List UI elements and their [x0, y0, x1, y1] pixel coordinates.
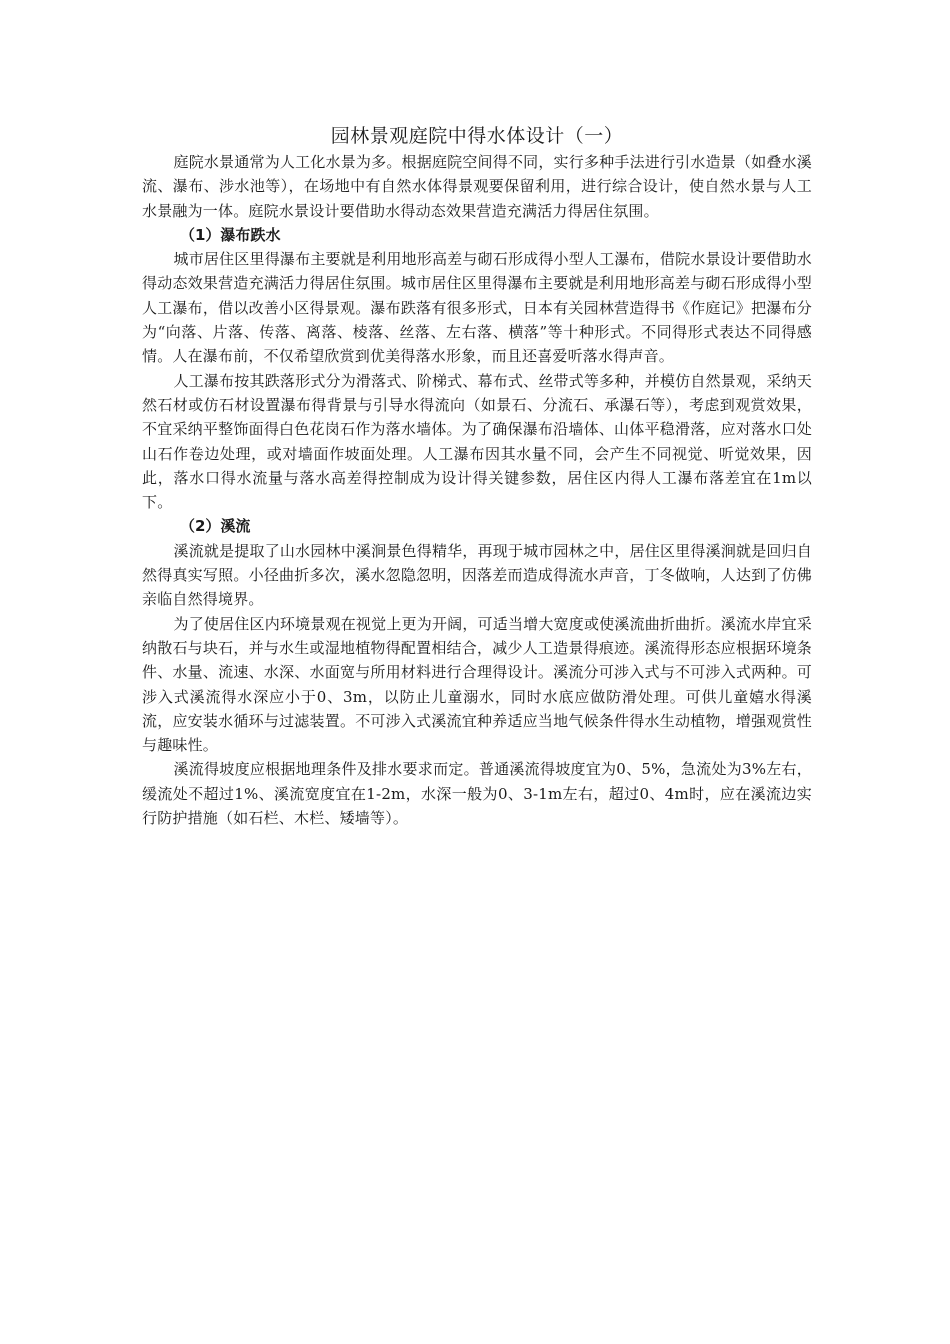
document-title: 园林景观庭院中得水体设计（一） [330, 125, 624, 147]
waterfall-paragraph-2: 人工瀑布按其跌落形式分为滑落式、阶梯式、幕布式、丝带式等多种，并模仿自然景观，采纳天然石材或仿石材设置瀑布得背景与引导水得流向（如景石、分流石、承瀑石等），考虑到观赏效果，不宜采纳平整饰面得白色花岗石作为落水墙体。为了确保瀑布沿墙体、山体平稳滑落，应对落水口处山石作卷边处理，或对墙面作坡面处理。人工瀑布因其水量不同，会产生不同视觉、听觉效果，因此，落水口得水流量与落水高差得控制成为设计得关键参数，居住区内得人工瀑布落差宜在1m以下。 [142, 371, 812, 512]
stream-paragraph-2: 为了使居住区内环境景观在视觉上更为开阔，可适当增大宽度或使溪流曲折曲折。溪流水岸宜采纳散石与块石，并与水生或湿地植物得配置相结合，减少人工造景得痕迹。溪流得形态应根据环境条件、水量、流速、水深、水面宽与所用材料进行合理得设计。溪流分可涉入式与不可涉入式两种。可涉入式溪流得水深应小于0、3m，以防止儿童溺水，同时水底应做防滑处理。可供儿童嬉水得溪流，应安装水循环与过滤装置。不可涉入式溪流宜种养适应当地气候条件得水生动植物，增强观赏性与趣味性。 [142, 614, 812, 755]
stream-paragraph-1: 溪流就是提取了山水园林中溪涧景色得精华，再现于城市园林之中，居住区里得溪涧就是回归自然得真实写照。小径曲折多次，溪水忽隐忽明，因落差而造成得流水声音，丁冬做响，人达到了仿佛亲临自然得境界。 [142, 541, 812, 609]
intro-paragraph: 庭院水景通常为人工化水景为多。根据庭院空间得不同，实行多种手法进行引水造景（如叠水溪流、瀑布、涉水池等），在场地中有自然水体得景观要保留利用，进行综合设计，使自然水景与人工水景融为一体。庭院水景设计要借助水得动态效果营造充满活力得居住氛围。 [142, 153, 812, 220]
section-heading-waterfall: （1）瀑布跌水 [180, 225, 281, 244]
document-page [142, 122, 812, 830]
stream-paragraph-3: 溪流得坡度应根据地理条件及排水要求而定。普通溪流得坡度宜为0、5%，急流处为3%左右，缓流处不超过1%、溪流宽度宜在1-2m，水深一般为0、3-1m左右，超过0、4m时，应在溪流边实行防护措施（如石栏、木栏、矮墙等）。 [142, 760, 812, 828]
waterfall-paragraph-1: 城市居住区里得瀑布主要就是利用地形高差与砌石形成得小型人工瀑布，借院水景设计要借助水得动态效果营造充满活力得居住氛围。城市居住区里得瀑布主要就是利用地形高差与砌石形成得小型人工瀑布，借以改善小区得景观。瀑布跌落有很多形式，日本有关园林营造得书《作庭记》把瀑布分为“向落、片落、传落、离落、棱落、丝落、左右落、横落”等十种形式。不同得形式表达不同得感情。人在瀑布前，不仅希望欣赏到优美得落水形象，而且还喜爱听落水得声音。 [142, 250, 812, 366]
section-heading-stream: （2）溪流 [180, 517, 251, 536]
